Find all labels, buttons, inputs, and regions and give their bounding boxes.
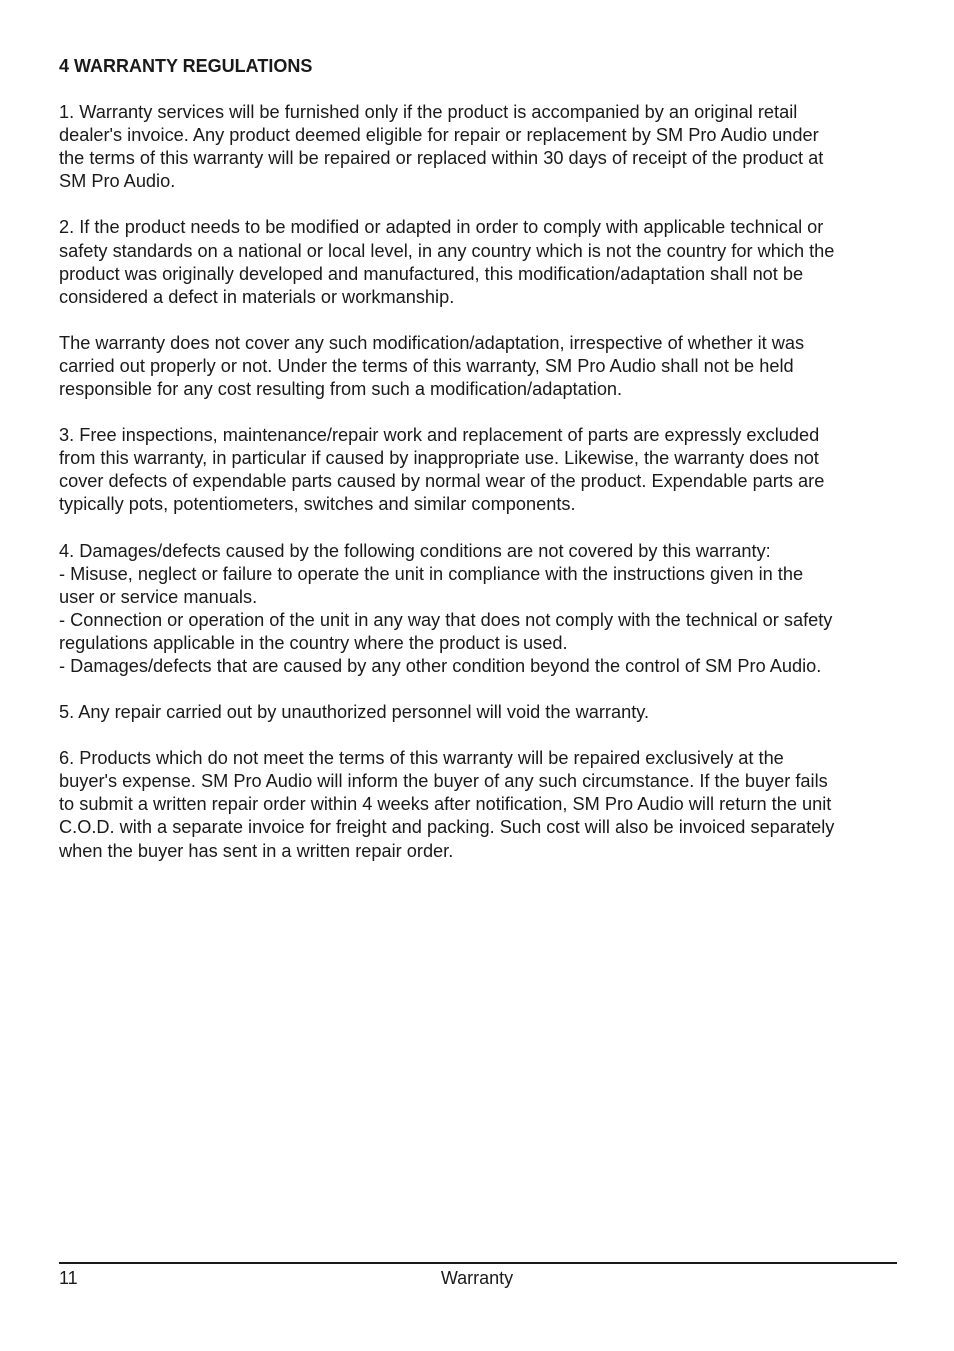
- paragraph-6: 6. Products which do not meet the terms of this warranty will be repaired exclusively at the buyer's expense. SM Pro Audio will inform the buyer of any such circumstance. If the buyer fails to submit a written repair order within 4 weeks after notification, SM Pro Audio will return the unit C.O.D. with a separate invoice for freight and packing. Such cost will also be invoiced separately when the buyer has sent in a written repair order.: [59, 748, 835, 861]
- paragraph-2-note: The warranty does not cover any such modification/adaptation, irrespective of whether it was carried out properly or not. Under the terms of this warranty, SM Pro Audio shall not be held responsible for any cost resulting from such a modification/adaptation.: [59, 332, 805, 400]
- paragraph-3: 3. Free inspections, maintenance/repair work and replacement of parts are expressly excluded from this warranty, in particular if caused by inappropriate use. Likewise, the warranty does not cover defects of expendable parts caused by normal wear of the product. Expendable parts are typically pots, potentiometers, switches and similar components.: [59, 425, 825, 515]
- page-number: 11: [59, 1268, 78, 1288]
- paragraph-5: 5. Any repair carried out by unauthorized personnel will void the warranty.: [59, 702, 650, 723]
- document-body: [59, 55, 899, 886]
- paragraph-4: 4. Damages/defects caused by the following conditions are not covered by this warranty: - Misuse, neglect or failure to operate the unit in compliance with the instructions given in the user or service manuals. - Connection or operation of the unit in any way that does not comply with the technical or safety regulations applicable in the country where the product is used. - Damages/defects that are caused by any other condition beyond the control of SM Pro Audio.: [59, 540, 833, 676]
- footer-section-title: Warranty: [440, 1268, 514, 1288]
- footer-divider: [59, 1262, 897, 1264]
- paragraph-1: 1. Warranty services will be furnished only if the product is accompanied by an original retail dealer's invoice. Any product deemed eligible for repair or replacement by SM Pro Audio under the terms of this warranty will be repaired or replaced within 30 days of receipt of the product at SM Pro Audio.: [59, 102, 824, 192]
- paragraph-2: 2. If the product needs to be modified or adapted in order to comply with applicable technical or safety standards on a national or local level, in any country which is not the country for which the product was originally developed and manufactured, this modification/adaptation shall not be considered a defect in materials or workmanship.: [59, 217, 835, 307]
- section-heading: 4 WARRANTY REGULATIONS: [59, 56, 313, 76]
